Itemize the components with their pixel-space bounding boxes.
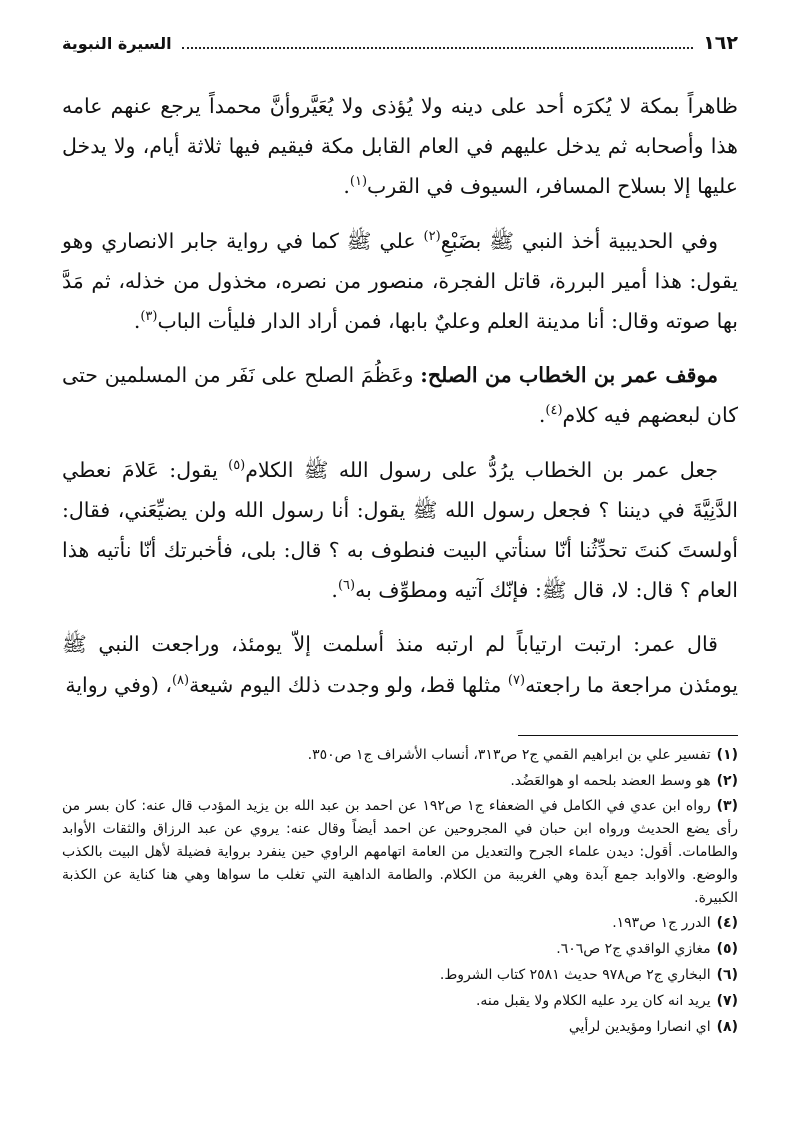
- paragraph: [62, 450, 738, 611]
- text-run: .: [331, 578, 338, 603]
- text-run: ، (وفي رواية: [65, 672, 172, 697]
- text-run: ظاهراً بمكة لا يُكرَه أحد على دينه ولا يُؤذى ولا يُعَيَّروأنَّ محمداً يرجع عنهم عامه هذا وأصحابه ثم يدخل عليهم في العام القابل مكة فيقيم فيها ثلاثة أيام، ولا يدخل عليها إلا بسلاح المسافر، السيوف في القرب: [62, 94, 738, 199]
- footnote-text: تفسير علي بن ابراهيم القمي ج٢ ص٣١٣، أنساب الأشراف ج١ ص٣٥٠.: [307, 746, 711, 763]
- footnote-reference: (٤): [545, 403, 563, 419]
- text-run: .: [133, 309, 141, 334]
- text-run: يقول: عَلامَ نعطي الدَّنِيَّةَ في ديننا ؟ فجعل رسول الله ﷺ يقول: أنا رسول الله ولن يضيِّعَني، فقال: أولستَ كنتَ تحدِّثُنا أنّا سنأتي البيت فنطوف به ؟ قال: بلى، فأخبرتك أنّا نأتيه هذا العام ؟ قال: لا، قال ﷺ: فإنّك آتيه ومطوِّف به: [62, 457, 738, 603]
- footnote: [62, 990, 738, 1013]
- footnote-number: (٤): [716, 915, 738, 932]
- text-run: .: [538, 403, 546, 428]
- footnote-text: البخاري ج٢ ص٩٧٨ حديث ٢٥٨١ كتاب الشروط.: [439, 967, 711, 984]
- footnote-number: (٥): [716, 941, 738, 958]
- text-run: .: [343, 174, 350, 199]
- text-run: وعَظُمَ الصلح على نَفَر من المسلمين حتى كان لبعضهم فيه كلام: [62, 363, 738, 428]
- paragraph: [62, 624, 738, 704]
- paragraph: [62, 221, 738, 342]
- footnote-number: (٦): [716, 967, 738, 984]
- footnote-text: الدرر ج١ ص١٩٣.: [612, 915, 711, 932]
- section-heading: موقف عمر بن الخطاب من الصلح:: [420, 363, 718, 388]
- footnote: [62, 744, 738, 767]
- footnote: [62, 964, 738, 987]
- paragraph: [62, 86, 738, 207]
- footnote-reference: (٦): [337, 578, 356, 594]
- footnote: [62, 912, 738, 935]
- main-text: [62, 86, 738, 705]
- running-title: السيرة النبوية: [62, 34, 172, 53]
- footnotes: [62, 744, 738, 1039]
- footnote-number: (٢): [716, 772, 738, 789]
- footnote: [62, 938, 738, 961]
- footnote-reference: (٢): [423, 228, 441, 244]
- footnote-number: (١): [716, 746, 738, 763]
- footnote-text: هو وسط العضد بلحمه او هوالعَضُد.: [510, 772, 711, 789]
- text-run: قال عمر: ارتبت ارتياباً لم ارتبه منذ أسلمت إلاّ يومئذ، وراجعت النبي ﷺ يومئذن مراجعة ما راجعته: [62, 632, 738, 697]
- footnote-text: يريد انه كان يرد عليه الكلام ولا يقبل منه.: [475, 992, 711, 1009]
- paragraph: [62, 355, 738, 435]
- footnote-reference: (٧): [507, 672, 526, 688]
- page-header: [62, 32, 738, 66]
- footnote-reference: (٨): [171, 672, 190, 688]
- footnote: [62, 795, 738, 909]
- footnote-separator: [518, 735, 738, 736]
- text-run: وفي الحديبية أخذ النبي ﷺ بضَبْعِ: [440, 228, 718, 253]
- footnote-text: اي انصارا ومؤيدين لرأيي: [568, 1018, 711, 1035]
- footnote-number: (٨): [716, 1018, 738, 1035]
- footnote: [62, 1016, 738, 1039]
- header-dotted-leader: [182, 47, 694, 49]
- footnote-text: مغازي الواقدي ج٢ ص٦٠٦.: [556, 941, 711, 958]
- page-number: ١٦٢: [703, 32, 738, 54]
- footnote-number: (٧): [716, 992, 738, 1009]
- footnote-reference: (٣): [140, 309, 158, 325]
- text-run: علي ﷺ كما في رواية جابر الانصاري وهو يقول: هذا أمير البررة، قاتل الفجرة، منصور من نصره، مخذول من خذله، ثم مَدَّ بها صوته وقال: أنا مدينة العلم وعليٌ بابها، فمن أراد الدار فليأت الباب: [62, 228, 738, 334]
- text-run: جعل عمر بن الخطاب يرُدُّ على رسول الله ﷺ الكلام: [245, 457, 718, 482]
- footnote: [62, 770, 738, 793]
- book-page: [62, 32, 738, 1041]
- footnote-text: رواه ابن عدي في الكامل في الضعفاء ج١ ص١٩٢ عن احمد بن عبد الله بن يزيد المؤدب قال عنه: كان بسر من رأى يضع الحديث ورواه ابن حبان في المجروحين عن احمد أيضاً وقال عنه: يروي عن عبد الرزاق والثقات الأوابد والطامات. أقول: ديدن علماء الجرح والتعديل من العامة اتهامهم الراوي حين ينفرد برواية فضيلة لأهل البيت بالكذب والوضع. والاوابد جمع آبدة وهي الغريبة من الكلام. والطامة الداهية التي تغلب ما سواها وهي هنا كناية عن الكذبة الكبيرة.: [62, 798, 738, 906]
- text-run: مثلها قط، ولو وجدت ذلك اليوم شيعة: [189, 672, 508, 697]
- footnote-number: (٣): [716, 798, 738, 815]
- footnote-reference: (٥): [228, 457, 246, 473]
- footnote-reference: (١): [349, 174, 368, 190]
- footnote-separator-wrap: [62, 719, 738, 744]
